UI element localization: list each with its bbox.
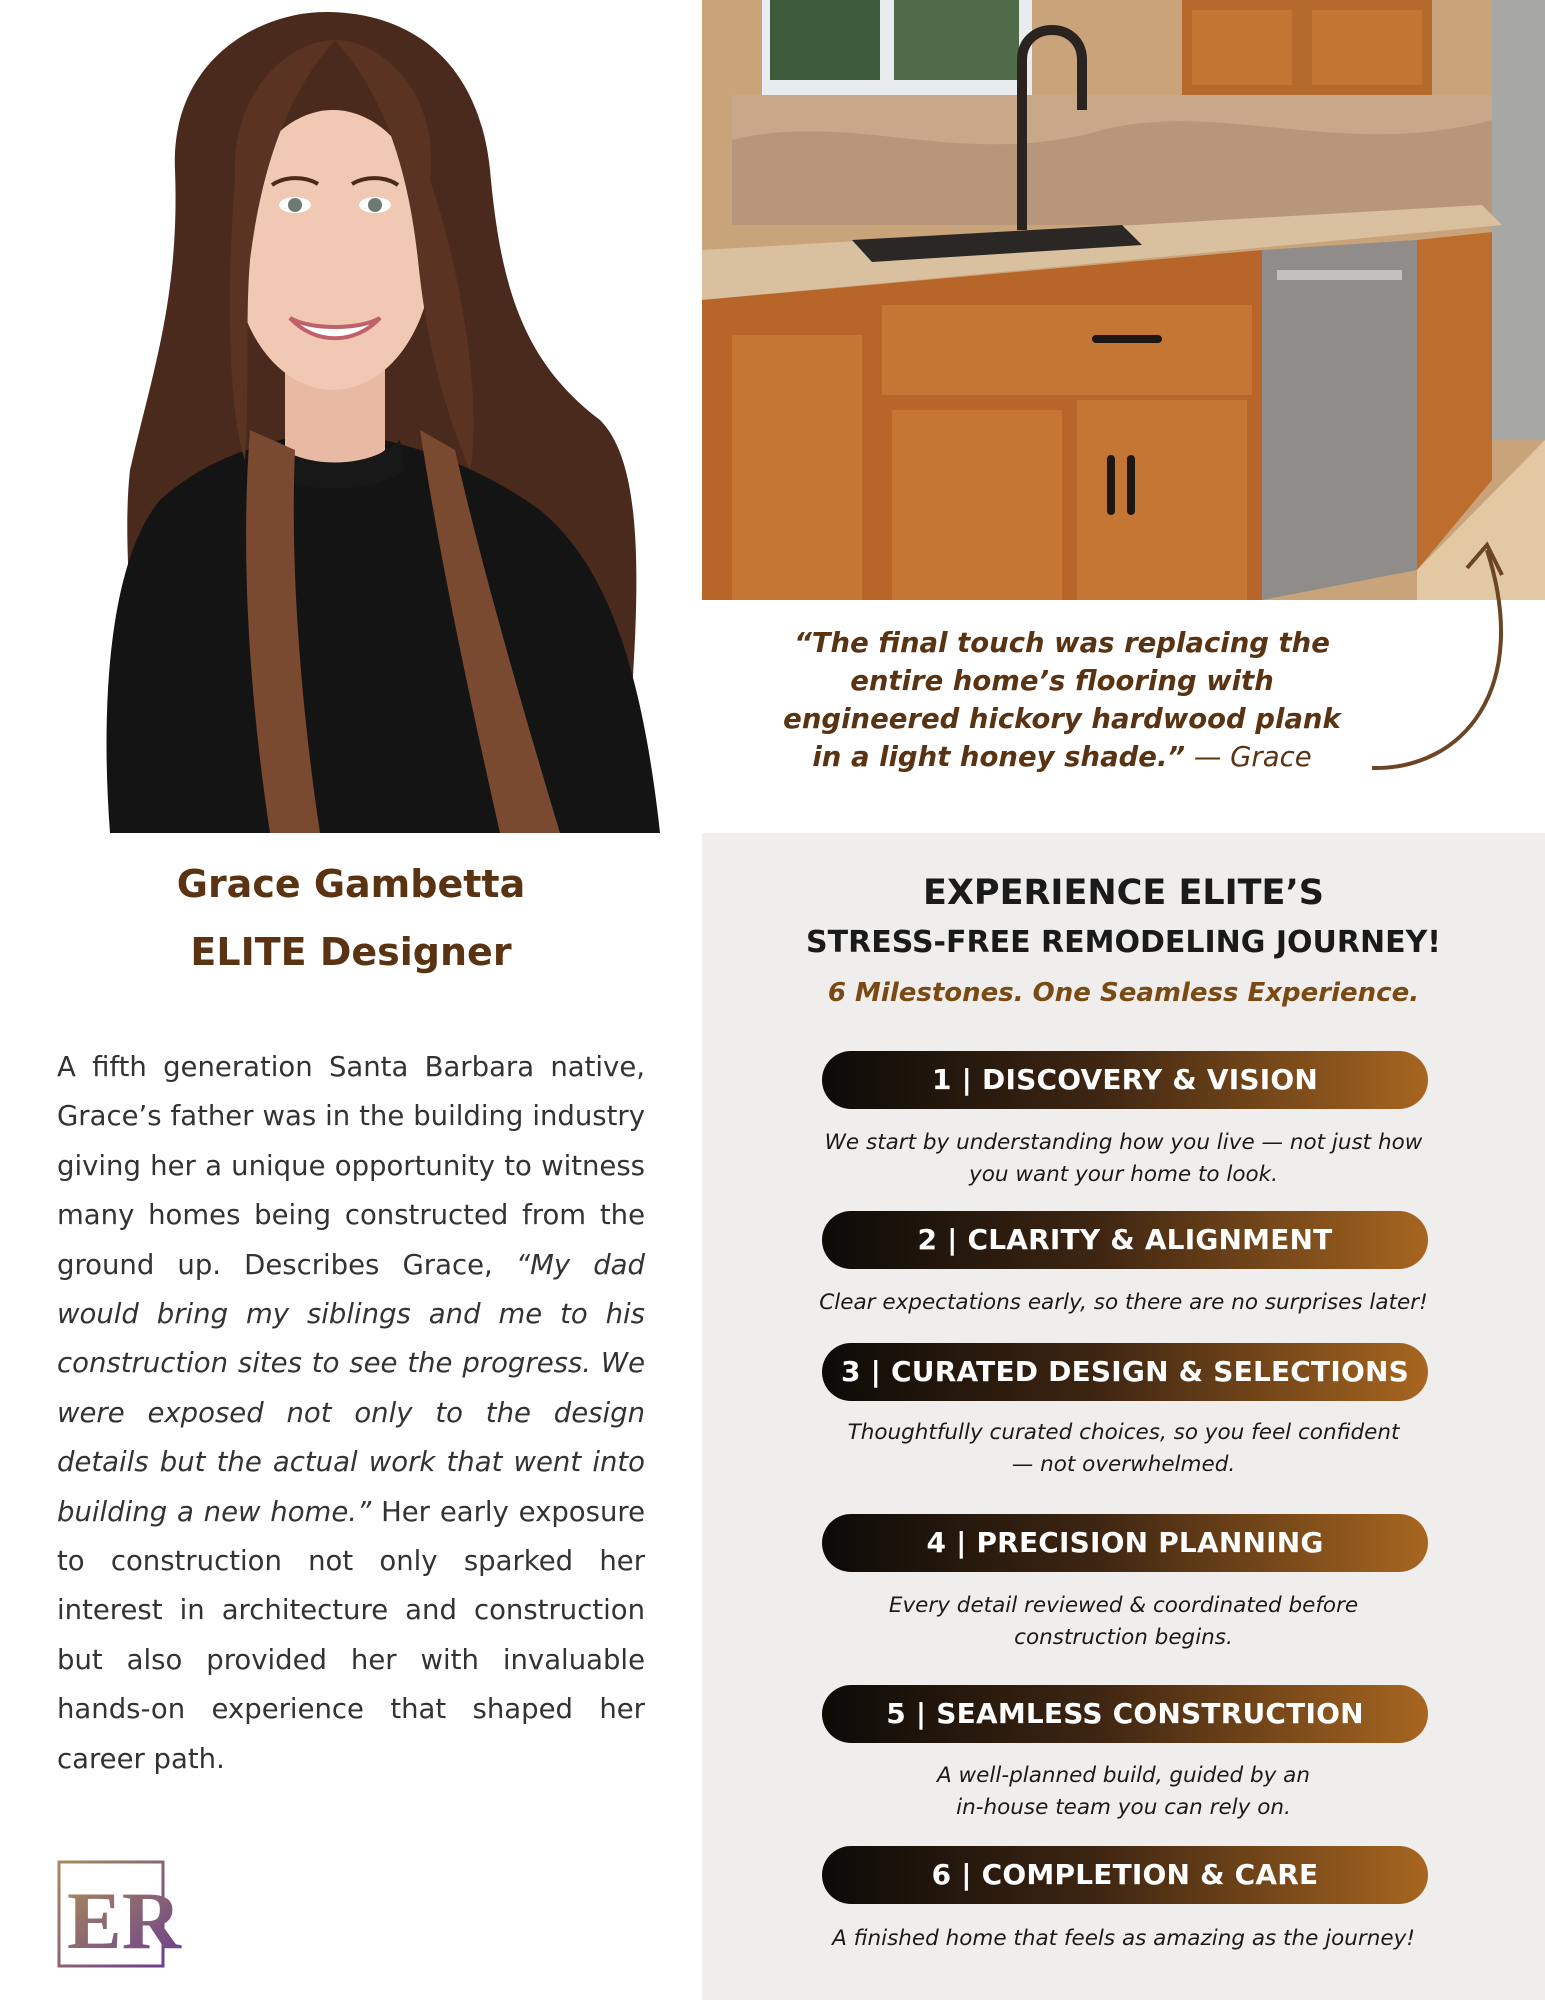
kitchen-image [702, 0, 1545, 600]
photo-quote-text: “The final touch was replacing the entire home’s flooring with engineered hickory hardwood plank in a light honey shade.” [783, 627, 1341, 773]
milestone-6-label: 6 | COMPLETION & CARE [822, 1846, 1428, 1904]
bio-quote: “My dad would bring my siblings and me to his construction sites to see the progress. We were exposed not only to the design details but the actual work that went into building a new home.” [57, 1248, 645, 1528]
designer-portrait [0, 0, 702, 833]
milestone-3-desc-line1: Thoughtfully curated choices, so you feel confident [847, 1420, 1400, 1445]
milestone-4-desc-line1: Every detail reviewed & coordinated before [888, 1593, 1359, 1618]
milestone-4-label: 4 | PRECISION PLANNING [822, 1514, 1428, 1572]
right-column [702, 0, 1545, 2000]
portrait-image [0, 0, 702, 833]
photo-quote [782, 624, 1342, 776]
milestone-4-desc-line2: construction begins. [1014, 1625, 1233, 1650]
designer-title: ELITE Designer [190, 930, 512, 974]
bio-intro: A fifth generation Santa Barbara native, Grace’s father was in the building industry giving her a unique opportunity to witness many homes being constructed from the ground up. Describes Grace, [57, 1051, 645, 1281]
milestone-5-desc-line1: A well-planned build, guided by an [937, 1763, 1310, 1788]
milestone-1-desc-line1: We start by understanding how you live — not just how [824, 1130, 1423, 1155]
milestone-1-desc [762, 1127, 1485, 1191]
milestone-4-desc [762, 1590, 1485, 1654]
er-logo [57, 1860, 181, 1968]
milestone-2-desc [762, 1287, 1485, 1319]
bio-outro: Her early exposure to construction not only sparked her interest in architecture and construction but also provided her with invaluable hands-on experience that shaped her career path. [57, 1495, 645, 1775]
milestone-6-desc-line1: A finished home that feels as amazing as the journey! [832, 1926, 1415, 1951]
designer-name: Grace Gambetta [176, 862, 526, 906]
photo-quote-attribution: — Grace [1185, 741, 1312, 773]
milestone-2-label: 2 | CLARITY & ALIGNMENT [822, 1211, 1428, 1269]
journey-panel [702, 833, 1545, 2000]
milestone-5-label: 5 | SEAMLESS CONSTRUCTION [822, 1685, 1428, 1743]
milestone-3-label: 3 | CURATED DESIGN & SELECTIONS [822, 1343, 1428, 1401]
journey-title-line2: STRESS-FREE REMODELING JOURNEY! [806, 925, 1441, 960]
curved-arrow-icon [1302, 530, 1542, 780]
milestone-5-desc [762, 1760, 1485, 1824]
journey-title-line1: EXPERIENCE ELITE’S [923, 873, 1324, 913]
milestone-3-desc-line2: — not overwhelmed. [1011, 1452, 1236, 1477]
left-column [0, 0, 702, 2000]
milestone-1-desc-line2: you want your home to look. [969, 1162, 1278, 1187]
milestone-3-desc [762, 1417, 1485, 1481]
designer-bio [57, 1043, 645, 1784]
milestone-2-desc-line1: Clear expectations early, so there are no surprises later! [819, 1290, 1428, 1315]
logo-letters: ER [67, 1875, 181, 1966]
milestone-5-desc-line2: in-house team you can rely on. [956, 1795, 1291, 1820]
milestone-1-label: 1 | DISCOVERY & VISION [822, 1051, 1428, 1109]
milestone-6-desc [762, 1923, 1485, 1955]
kitchen-photo [702, 0, 1545, 600]
journey-subtitle: 6 Milestones. One Seamless Experience. [827, 978, 1420, 1008]
